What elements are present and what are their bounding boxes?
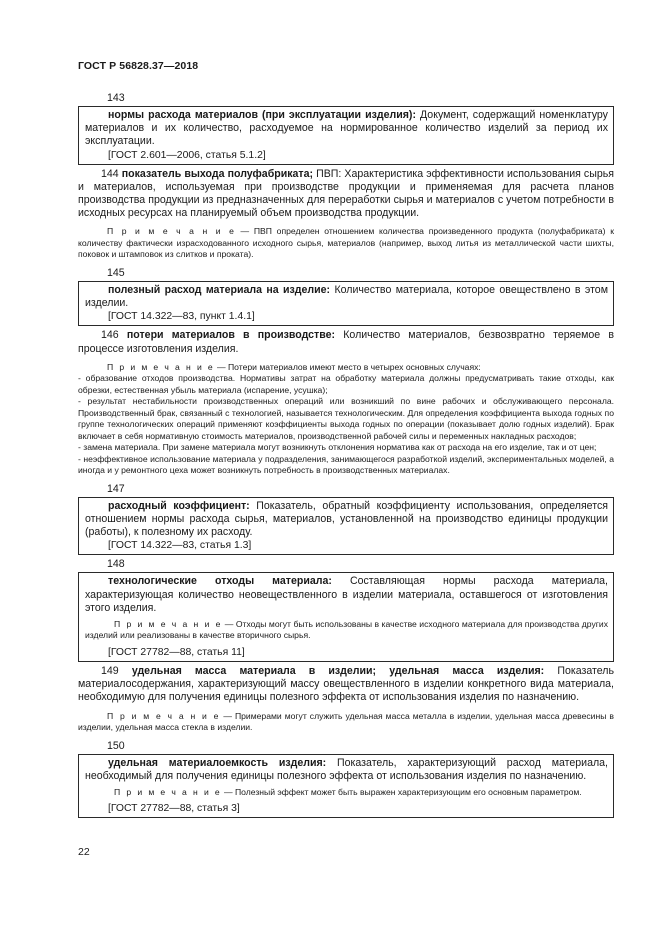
note-text: — Полезный эффект может быть выражен характеризующим его основным параметром. <box>221 786 582 797</box>
note-text: — Примерами могут служить удельная масса металла в изделии, удельная масса древесины в изделии, удельная масса стекла в изделии. <box>78 710 614 733</box>
term-definition <box>85 284 608 310</box>
term-name: потери материалов в производстве: <box>126 329 336 342</box>
note-item: - неэффективное использование материала у подразделения, занимающегося разработкой изделий, экспериментальных моделей, а иногда и у ремонтного цеха может возникнуть потребность в производственных материалах. <box>78 453 614 476</box>
term-def: Количество материалов, безвозвратно теряемое в процессе изготовления изделия. <box>78 329 615 355</box>
term-def: Показатель, характеризующий расход материала, необходимый для получения единицы полезного эффекта от использования изделия по назначению. <box>85 756 608 782</box>
term-source: [ГОСТ 2.601—2006, статья 5.1.2] <box>108 149 266 161</box>
term-definition <box>85 500 608 540</box>
term-box-150 <box>78 754 614 819</box>
term-name: полезный расход материала на изделие: <box>108 283 331 296</box>
note-150 <box>85 787 608 799</box>
term-name: показатель выхода полуфабриката; <box>121 167 314 180</box>
term-definition-149 <box>78 665 614 705</box>
term-box-147 <box>78 497 614 556</box>
terms-list <box>78 92 614 818</box>
term-box-148 <box>78 572 614 662</box>
note-146 <box>78 362 614 477</box>
note-label: П р и м е ч а н и е <box>107 361 215 372</box>
term-definition-144 <box>78 168 614 221</box>
term-box-143 <box>78 106 614 165</box>
term-name: удельная масса материала в изделии; удельная масса изделия: <box>131 664 545 677</box>
term-definition <box>85 757 608 783</box>
term-definition-146 <box>78 329 614 355</box>
term-source: [ГОСТ 27782—88, статья 3] <box>108 803 240 815</box>
entry-number: 145 <box>107 266 125 279</box>
note-label: П р и м е ч а н и е <box>114 786 222 797</box>
term-source: [ГОСТ 14.322—83, пункт 1.4.1] <box>108 311 255 323</box>
note-149 <box>78 711 614 734</box>
note-label: П р и м е ч а н и е <box>107 226 236 237</box>
note-item: - результат нестабильности производственных операций или возникший по вине рабочих и обслуживающего персонала. Производственный брак, связанный с технологией, называется технологическим. Для определения коэффициента выхода годных по группе технологических операций применяют коэффициенты выхода годных по операции (показывает долю годных изделий). Брак включает в себя нормативную стоимость материалов, производственной рабочей силы и переменных накладных расходов; <box>78 396 614 441</box>
term-name: нормы расхода материалов (при эксплуатации изделия): <box>108 109 416 121</box>
term-def: Количество материала, которое овеществлено в этом изделии. <box>85 283 608 310</box>
term-name: расходный коэффициент: <box>108 499 250 512</box>
note-label: П р и м е ч а н и е <box>107 710 221 721</box>
entry-number: 150 <box>107 739 125 752</box>
note-text: — Потери материалов имеют место в четырех основных случаях: <box>214 361 481 372</box>
note-148 <box>85 619 608 642</box>
entry-number: 147 <box>107 482 125 495</box>
note-item: - замена материала. При замене материала могут возникнуть отклонения норматива как от расхода на его изделие, так и от цен; <box>78 442 597 453</box>
note-label: П р и м е ч а н и е <box>114 618 223 629</box>
document-header: ГОСТ Р 56828.37—2018 <box>78 60 199 72</box>
entry-number: 148 <box>107 558 125 571</box>
term-box-145 <box>78 281 614 326</box>
term-definition <box>85 575 608 615</box>
term-name: технологические отходы материала: <box>108 575 332 588</box>
note-item: - образование отходов производства. Нормативы затрат на обработку материала должны предусматривать такие отходы, как обрезки, естественная убыль материала (испарение, усушка); <box>78 373 614 395</box>
term-def: ПВП: Характеристика эффективности использования сырья и материалов, используемая при производстве продукции и применяемая для расчета планов производства продукции из предназначенных для переработки сырья и материалов с учетом потребности в исходных ресурсах на планируемый объем производства продукции. <box>78 167 614 220</box>
term-name: удельная материалоемкость изделия: <box>108 756 327 769</box>
page-number: 22 <box>78 846 90 858</box>
entry-number: 143 <box>107 92 125 104</box>
term-def: Документ, содержащий номенклатуру материалов и их количество, расходуемое на нормированное количество изделий за период их эксплуатации. <box>85 109 608 148</box>
term-def: Показатель материалосодержания, характеризующий массу овеществленного в изделии конкретного вида материала, необходимую для получения единицы полезного эффекта от использования изделия по назначению. <box>78 664 614 704</box>
term-definition <box>85 109 608 149</box>
note-text: — Отходы могут быть использованы в качестве исходного материала для производства других изделий или реализованы в качестве вторичного сырья. <box>85 618 608 641</box>
term-source: [ГОСТ 14.322—83, статья 1.3] <box>108 540 252 552</box>
entry-number: 144 <box>101 167 119 180</box>
entry-number: 146 <box>101 329 119 342</box>
term-source: [ГОСТ 27782—88, статья 11] <box>108 646 245 658</box>
entry-number: 149 <box>101 664 119 677</box>
term-def: Показатель, обратный коэффициенту использования, определяется отношением нормы расхода сырья, материалов, установленной на производство единицы продукции (работы), к полезному их расходу. <box>85 499 608 539</box>
note-text: — ПВП определен отношением количества произведенного продукта (полуфабриката) к количеству фактически израсходованного исходного сырья, материалов (например, выход литья из металлической части шихты, поковок и штамповок из слитков и проката). <box>78 226 614 260</box>
note-144 <box>78 226 614 261</box>
term-def: Составляющая нормы расхода материала, характеризующая количество неовеществленного в изделии материала, оставшегося от изготовления этого изделия. <box>85 575 608 614</box>
